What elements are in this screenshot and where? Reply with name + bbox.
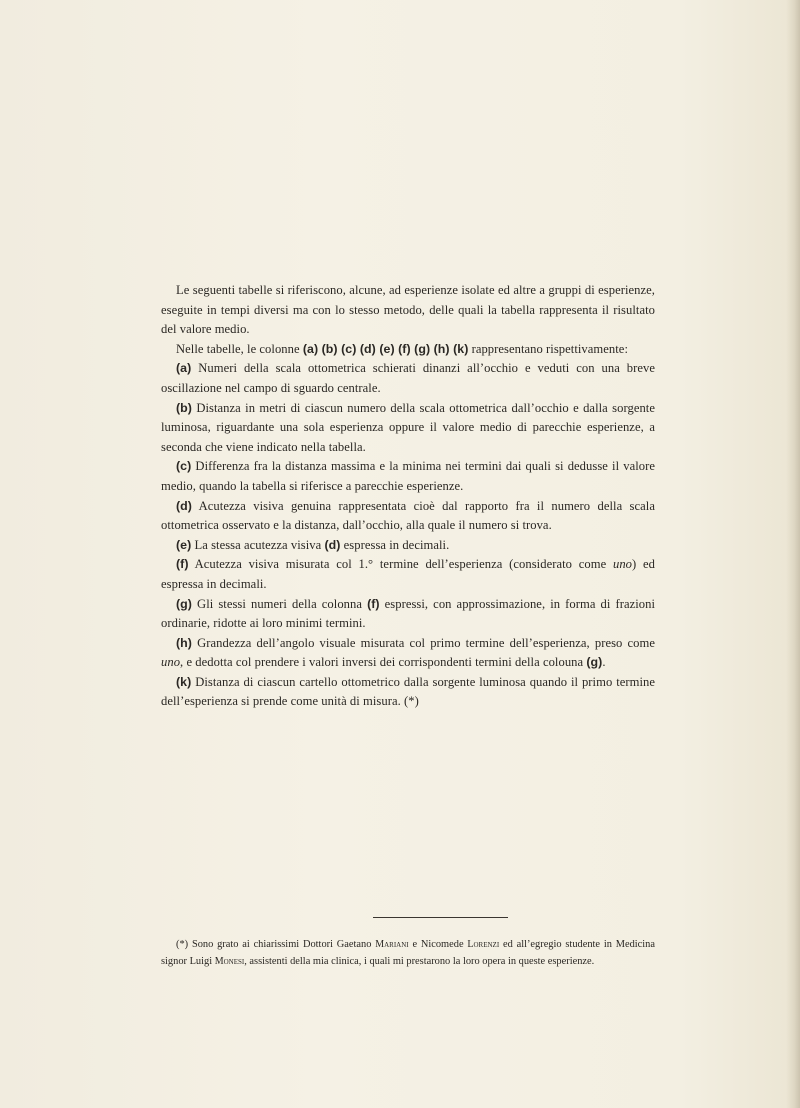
columns-prefix: Nelle tabelle, le colonne bbox=[176, 341, 300, 356]
footnote-text: Sono grato ai chiarissimi Dottori Gaetano bbox=[191, 939, 372, 950]
item-text: Grandezza dell’angolo visuale misurata col primo termine dell’esperienza, preso come bbox=[197, 635, 655, 650]
footnote-text: e Nicomede bbox=[412, 939, 464, 950]
intro-paragraph bbox=[161, 281, 655, 340]
item-text: La stessa acutezza visiva bbox=[194, 537, 322, 552]
footnote bbox=[161, 937, 655, 970]
footnote-name: Mariani bbox=[375, 939, 409, 950]
item-h bbox=[161, 634, 655, 673]
item-key: (a) bbox=[176, 361, 192, 376]
item-inline-key: (d) bbox=[324, 537, 341, 552]
item-text: Distanza di ciascun cartello ottometrico dalla sorgente luminosa quando il primo termine dell’esperienza si prende come unità di misura. (*) bbox=[161, 674, 656, 709]
item-b bbox=[161, 399, 655, 458]
footnote-text: ed all’egregio studente in Medicina signor Luigi bbox=[161, 939, 655, 967]
item-c bbox=[161, 457, 655, 496]
item-d bbox=[161, 497, 655, 536]
page-spine-shadow bbox=[786, 0, 800, 1108]
item-key: (d) bbox=[176, 498, 192, 513]
item-text-tail: , e dedotta col prendere i valori inversi dei corrispondenti termini della colouna bbox=[180, 655, 584, 670]
footnote-name: Monesi bbox=[214, 955, 245, 967]
item-a bbox=[161, 359, 655, 398]
item-k bbox=[161, 673, 655, 712]
item-key: (g) bbox=[176, 596, 192, 611]
intro-text: Le seguenti tabelle si riferiscono, alcune, ad esperienze isolate ed altre a gruppi di esperienze, eseguite in tempi diversi ma con lo stesso metodo, delle quali la tabella rappresenta il risultato del valore medio. bbox=[161, 283, 655, 337]
item-key: (h) bbox=[176, 635, 192, 650]
item-text: Gli stessi numeri della colonna bbox=[197, 596, 362, 611]
item-text-tail: ) ed espressa in decimali. bbox=[161, 557, 655, 591]
item-text: Distanza in metri di ciascun numero della scala ottometrica dall’occhio e dalla sorgente luminosa, riguardante una sola esperienza oppure il valore medio di parecchie esperienze, a seconda che viene indicato nella tabella. bbox=[161, 400, 655, 454]
item-text: Differenza fra la distanza massima e la minima nei termini dai quali si dedusse il valore medio, quando la tabella si riferisce a parecchie esperienze. bbox=[161, 459, 655, 493]
item-text-end: . bbox=[602, 655, 606, 670]
footnote-text: , assistenti della mia clinica, i quali mi prestarono la loro opera in queste esperienze. bbox=[244, 955, 595, 967]
item-g bbox=[161, 595, 655, 634]
item-key: (k) bbox=[176, 674, 192, 689]
item-text-tail: espressi, con approssimazione, in forma di frazioni ordinarie, ridotte ai loro minimi termini. bbox=[161, 596, 656, 631]
item-text: Acutezza visiva misurata col 1.° termine dell’esperienza (considerato come bbox=[194, 557, 607, 572]
item-e bbox=[161, 536, 655, 556]
item-key: (e) bbox=[176, 537, 192, 552]
item-italic: uno bbox=[161, 655, 181, 670]
item-key: (f) bbox=[176, 557, 189, 572]
item-inline-key: (g) bbox=[586, 655, 603, 670]
footnote-name: Lorenzi bbox=[467, 939, 500, 950]
footnote-divider bbox=[373, 917, 508, 918]
body-text bbox=[161, 281, 655, 712]
item-key: (b) bbox=[176, 400, 192, 415]
footnote-mark: (*) bbox=[176, 939, 189, 950]
item-italic: uno bbox=[612, 557, 633, 572]
columns-suffix: rappresentano rispettivamente: bbox=[471, 341, 628, 356]
columns-paragraph bbox=[161, 340, 655, 360]
item-key: (c) bbox=[176, 459, 192, 474]
item-inline-key: (f) bbox=[367, 596, 380, 611]
item-text-tail: espressa in decimali. bbox=[343, 537, 450, 552]
columns-keys: (a) (b) (c) (d) (e) (f) (g) (h) (k) bbox=[302, 341, 469, 356]
item-text: Numeri della scala ottometrica schierati dinanzi all’occhio e veduti con una breve oscillazione nel campo di sguardo centrale. bbox=[161, 361, 655, 395]
item-text: Acutezza visiva genuina rappresentata cioè dal rapporto fra il numero della scala ottometrica osservato e la distanza, dall’occhio, alla quale il numero si trova. bbox=[161, 498, 655, 533]
item-f bbox=[161, 555, 655, 594]
